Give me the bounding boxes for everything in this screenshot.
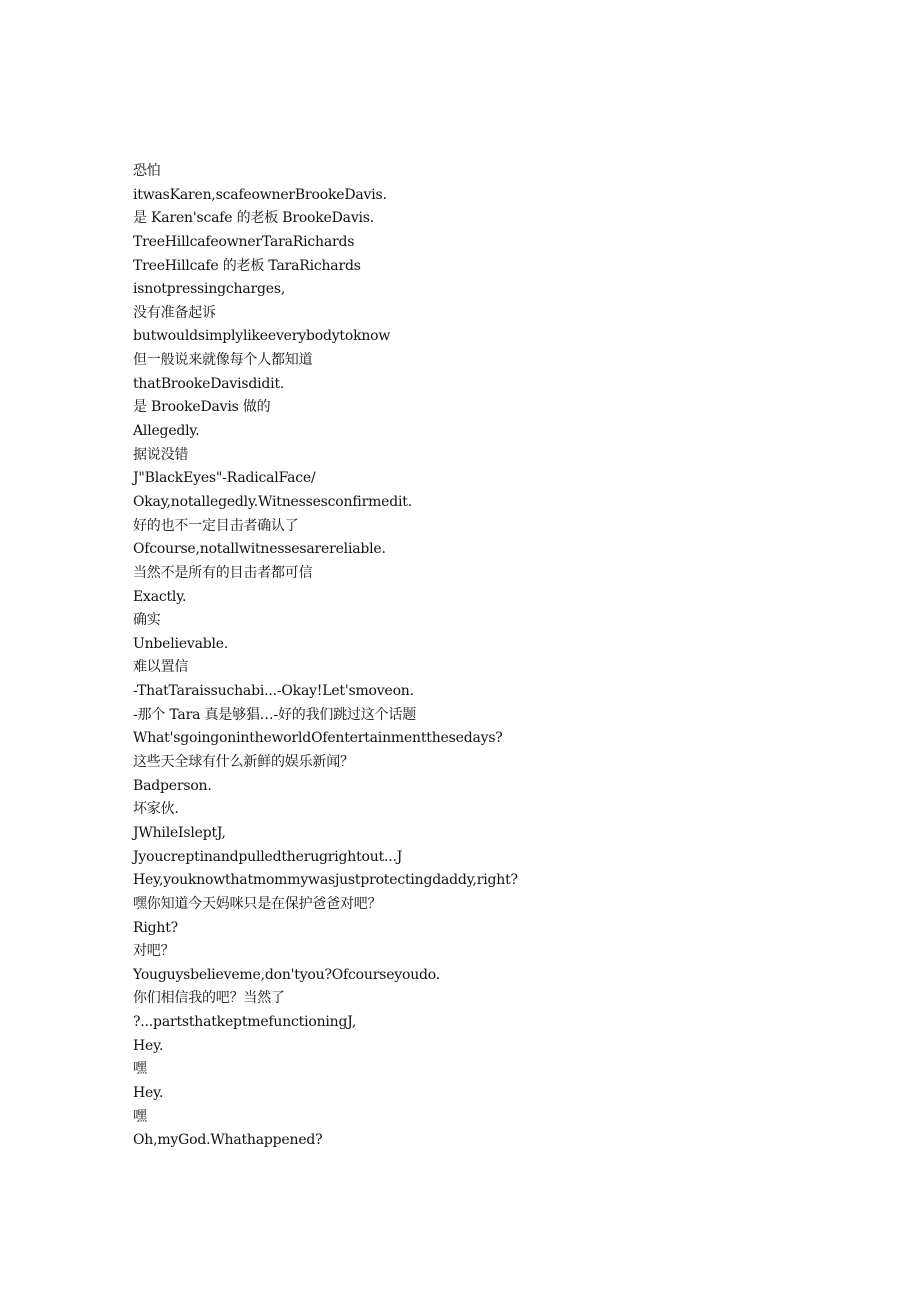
subtitle-line: 坏家伙.: [133, 801, 179, 818]
subtitle-line: Okay,notallegedly.Witnessesconfirmedit.: [133, 493, 412, 510]
subtitle-line: 确实: [133, 612, 161, 629]
subtitle-line: Exactly.: [133, 588, 187, 605]
subtitle-line: ?...partsthatkeptmefunctioningJ,: [133, 1014, 357, 1031]
subtitle-line: itwasKaren,scafeownerBrookeDavis.: [133, 186, 387, 203]
subtitle-line: What'sgoingonintheworldOfentertainmentthesedays?: [133, 730, 503, 747]
subtitle-line: thatBrookeDavisdidit.: [133, 375, 285, 392]
subtitle-line: Jyoucreptinandpulledtherugrightout...J: [133, 848, 403, 865]
subtitle-line: TreeHillcafeownerTaraRichards: [133, 233, 355, 250]
subtitle-line: Right?: [133, 919, 178, 936]
subtitle-line: Unbelievable.: [133, 635, 229, 652]
subtitle-line: Youguysbelieveme,don'tyou?Ofcourseyoudo.: [133, 966, 441, 983]
subtitle-line: 没有准备起诉: [133, 304, 216, 321]
subtitle-line: J"BlackEyes"-RadicalFace/: [133, 470, 316, 487]
subtitle-lines: [133, 160, 873, 1153]
subtitle-line: Hey.: [133, 1037, 164, 1054]
subtitle-line: 据说没错: [133, 446, 189, 463]
subtitle-line: Ofcourse,notallwitnessesarereliable.: [133, 541, 386, 558]
subtitle-line: -那个 Tara 真是够猖…-好的我们跳过这个话题: [133, 706, 416, 723]
subtitle-line: Hey.: [133, 1084, 164, 1101]
subtitle-line: 但一般说来就像每个人都知道: [133, 352, 313, 369]
subtitle-line: isnotpressingcharges,: [133, 281, 286, 298]
subtitle-line: 你们相信我的吧？当然了: [133, 990, 285, 1007]
subtitle-line: Badperson.: [133, 777, 212, 794]
subtitle-line: 嘿你知道今天妈咪只是在保护爸爸对吧？: [133, 895, 382, 912]
subtitle-line: 嘿: [133, 1061, 147, 1078]
subtitle-line: Oh,myGod.Whathappened?: [133, 1132, 323, 1149]
subtitle-line: TreeHillcafe 的老板 TaraRichards: [133, 257, 361, 274]
subtitle-line: -ThatTaraissuchabi...-Okay!Let'smoveon.: [133, 683, 414, 700]
subtitle-line: 好的也不一定目击者确认了: [133, 517, 299, 534]
subtitle-line: 这些天全球有什么新鲜的娱乐新闻？: [133, 754, 354, 771]
subtitle-line: Hey,youknowthatmommywasjustprotectingdaddy,right?: [133, 872, 518, 889]
subtitle-line: 嘿: [133, 1108, 147, 1125]
subtitle-line: JWhileIsleptJ,: [133, 824, 226, 841]
subtitle-line: 恐怕: [133, 163, 161, 179]
subtitle-line: 是 Karen'scafe 的老板 BrookeDavis.: [133, 210, 375, 227]
subtitle-line: 当然不是所有的目击者都可信: [133, 564, 313, 581]
subtitle-line: 是 BrookeDavis 做的: [133, 399, 271, 416]
subtitle-line: Allegedly.: [133, 423, 200, 440]
subtitle-line: 对吧？: [133, 943, 175, 960]
subtitle-line: 难以置信: [133, 659, 189, 676]
subtitle-line: butwouldsimplylikeeverybodytoknow: [133, 328, 391, 345]
